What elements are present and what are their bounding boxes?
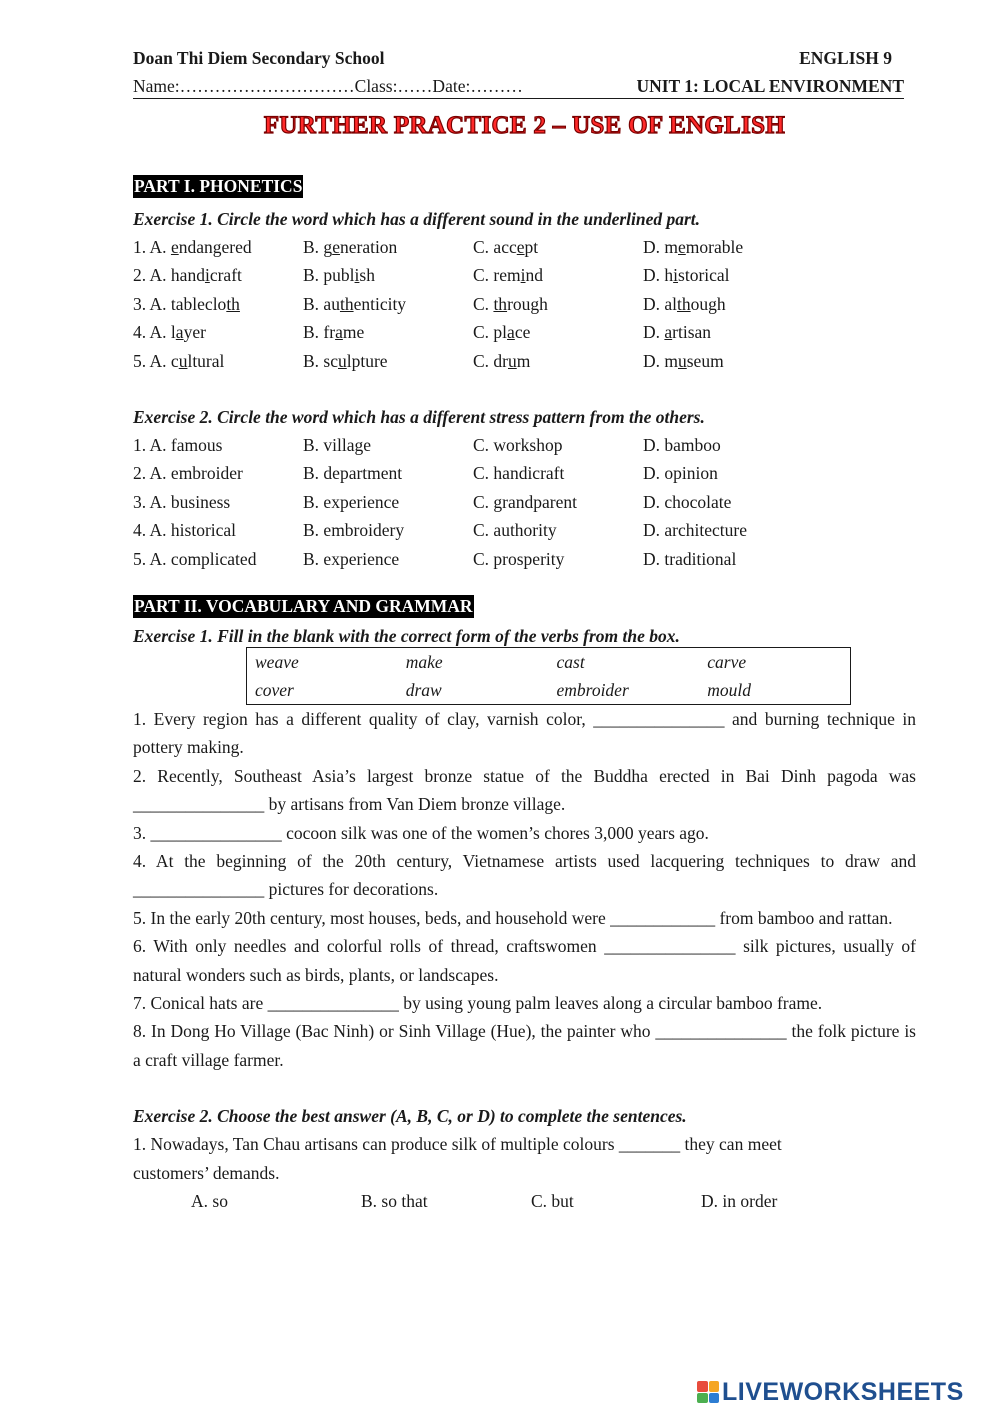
answer-option[interactable]: B. authenticity <box>303 293 407 314</box>
part1-ex2-instruction: Exercise 2. Circle the word which has a different stress pattern from the others. <box>133 406 705 427</box>
underlined-part: th <box>226 293 240 314</box>
answer-option[interactable]: C. drum <box>473 350 531 371</box>
logo-square-icon <box>709 1393 720 1404</box>
verb-word: make <box>405 651 443 672</box>
answer-option[interactable]: 4. A. layer <box>133 322 206 343</box>
header-line-1 <box>133 44 916 72</box>
subject: ENGLISH 9 <box>799 48 892 68</box>
question-row <box>133 431 916 459</box>
question-row <box>133 290 916 318</box>
fill-question: 3. _______________ cocoon silk was one of the women’s chores 3,000 years ago. <box>133 822 709 843</box>
part2-ex1-instruction: Exercise 1. Fill in the blank with the correct form of the verbs from the box. <box>133 625 680 646</box>
answer-option[interactable]: D. bamboo <box>643 434 721 455</box>
verb-word: embroider <box>556 679 629 700</box>
mc-option[interactable]: C. but <box>531 1191 574 1211</box>
underlined-part: a <box>175 322 184 343</box>
answer-option[interactable]: C. through <box>473 293 548 314</box>
verb-word: carve <box>707 651 747 672</box>
answer-option[interactable]: B. embroidery <box>303 520 405 541</box>
underlined-part: i <box>204 265 210 286</box>
fill-question: 1. Every region has a different quality of clay, varnish color, _______________ and burning technique in pottery making. <box>133 708 916 758</box>
answer-option[interactable]: D. although <box>643 293 726 314</box>
question-row <box>133 545 916 573</box>
part2-ex2-instruction: Exercise 2. Choose the best answer (A, B, C, or D) to complete the sentences. <box>133 1106 687 1127</box>
underlined-part: u <box>508 350 517 371</box>
answer-option[interactable]: B. experience <box>303 548 400 569</box>
verb-word: mould <box>707 679 751 700</box>
answer-option[interactable]: C. authority <box>473 520 557 541</box>
answer-option[interactable]: 4. A. historical <box>133 520 237 541</box>
underlined-part: a <box>507 322 515 343</box>
answer-option[interactable]: C. prosperity <box>473 548 565 569</box>
fill-in-questions <box>133 705 916 1074</box>
fill-question: 7. Conical hats are _______________ by using young palm leaves along a circular bamboo frame. <box>133 992 823 1013</box>
logo-square-icon <box>709 1381 720 1392</box>
logo-square-icon <box>697 1393 708 1404</box>
underlined-part: i <box>520 265 526 286</box>
answer-option[interactable]: B. publish <box>303 265 375 286</box>
underlined-part: u <box>178 350 188 371</box>
answer-option[interactable]: D. artisan <box>643 322 712 343</box>
question-row <box>133 261 916 289</box>
answer-option[interactable]: C. handicraft <box>473 463 565 484</box>
underlined-part: th <box>677 293 691 314</box>
underlined-part: e <box>678 237 686 257</box>
underlined-part: i <box>673 265 679 286</box>
underlined-part: e <box>332 237 340 257</box>
answer-option[interactable]: 1. A. endangered <box>133 237 252 257</box>
underlined-part: th <box>493 293 508 314</box>
fill-question: 8. In Dong Ho Village (Bac Ninh) or Sinh Village (Hue), the painter who _______________ the folk picture is a craft village farmer. <box>133 1021 916 1070</box>
question-row <box>133 488 916 516</box>
answer-option[interactable]: D. architecture <box>643 520 747 541</box>
answer-option[interactable]: D. traditional <box>643 548 737 569</box>
question-row <box>133 459 916 487</box>
worksheet-title: FURTHER PRACTICE 2 – USE OF ENGLISH <box>263 112 786 139</box>
header-line-2 <box>133 72 904 99</box>
unit-title: UNIT 1: LOCAL ENVIRONMENT <box>636 76 904 96</box>
answer-option[interactable]: 5. A. complicated <box>133 548 257 569</box>
answer-option[interactable]: 1. A. famous <box>133 434 223 455</box>
part1-ex1-instruction: Exercise 1. Circle the word which has a different sound in the underlined part. <box>133 209 701 229</box>
worksheet-page <box>133 44 916 1215</box>
answer-option[interactable]: B. experience <box>303 491 400 512</box>
answer-option[interactable]: D. chocolate <box>643 491 732 512</box>
verb-word: weave <box>255 651 299 672</box>
answer-option[interactable]: B. generation <box>303 237 398 257</box>
answer-option[interactable]: C. remind <box>473 265 544 286</box>
part2-heading: PART II. VOCABULARY AND GRAMMAR <box>134 595 473 616</box>
answer-option[interactable]: C. grandparent <box>473 491 577 512</box>
fill-question: 4. At the beginning of the 20th century, Vietnamese artists used lacquering techniques to draw and _______________ pictures for decorations. <box>133 850 916 900</box>
answer-option[interactable]: C. accept <box>473 237 539 257</box>
verb-word: draw <box>405 679 442 700</box>
fill-question: 6. With only needles and colorful rolls of thread, craftswomen _______________ silk pictures, usually of natural wonders such as birds, plants, or landscapes. <box>133 936 916 985</box>
answer-option[interactable]: D. opinion <box>643 463 718 484</box>
fill-question: 5. In the early 20th century, most houses, beds, and household were ____________ from bamboo and rattan. <box>133 907 893 928</box>
underlined-part: e <box>170 237 179 257</box>
part1-heading-wrap <box>133 175 916 205</box>
fill-question: 2. Recently, Southeast Asia’s largest bronze statue of the Buddha erected in Bai Dinh pagoda was _______________ by artisans from Van Diem bronze village. <box>133 765 916 815</box>
underlined-part: u <box>678 350 687 371</box>
verb-box-row <box>247 676 850 704</box>
mc-option[interactable]: B. so that <box>361 1191 428 1211</box>
answer-option[interactable]: 2. A. embroider <box>133 463 243 484</box>
answer-option[interactable]: B. frame <box>303 322 365 343</box>
answer-option[interactable]: D. memorable <box>643 237 744 257</box>
answer-option[interactable]: C. place <box>473 322 531 343</box>
part2-heading-wrap <box>133 595 916 625</box>
verb-box <box>246 647 851 705</box>
verb-word: cast <box>556 651 585 672</box>
name-class-date: Name:…………………………Class:……Date:……… <box>133 76 523 96</box>
verb-box-row <box>247 648 850 676</box>
liveworksheets-logo <box>697 1377 964 1407</box>
school-name: Doan Thi Diem Secondary School <box>133 48 385 68</box>
phonetics-ex2-list <box>133 431 916 573</box>
answer-option[interactable]: D. museum <box>643 350 724 371</box>
answer-option[interactable]: D. historical <box>643 265 730 286</box>
question-row <box>133 516 916 544</box>
answer-option[interactable]: B. sculpture <box>303 350 388 371</box>
mc-question: 1. Nowadays, Tan Chau artisans can produce silk of multiple colours _______ they can meet customers’ demands. <box>133 1134 782 1183</box>
underlined-part: u <box>338 350 347 371</box>
question-row <box>133 318 916 346</box>
mc-option[interactable]: D. in order <box>701 1191 778 1211</box>
underlined-part: a <box>664 322 673 343</box>
answer-option[interactable]: C. workshop <box>473 434 563 455</box>
underlined-part: i <box>354 265 360 286</box>
answer-option[interactable]: 2. A. handicraft <box>133 265 242 286</box>
question-row <box>133 233 916 261</box>
logo-square-icon <box>697 1381 708 1392</box>
phonetics-ex1-list <box>133 233 916 375</box>
logo-text: LIVEWORKSHEETS <box>722 1377 964 1406</box>
answer-option[interactable]: B. department <box>303 463 403 484</box>
mc-options <box>191 1187 916 1215</box>
verb-word: cover <box>255 679 294 700</box>
question-row <box>133 347 916 375</box>
underlined-part: a <box>335 322 343 343</box>
logo-mark-icon <box>697 1381 719 1403</box>
answer-option[interactable]: 3. A. business <box>133 491 231 512</box>
answer-option[interactable]: B. village <box>303 434 372 455</box>
underlined-part: th <box>339 293 354 314</box>
answer-option[interactable]: 5. A. cultural <box>133 350 225 371</box>
part1-heading: PART I. PHONETICS <box>134 176 303 196</box>
underlined-part: e <box>516 237 525 257</box>
mc-option[interactable]: A. so <box>191 1191 228 1211</box>
answer-option[interactable]: 3. A. tablecloth <box>133 293 240 314</box>
